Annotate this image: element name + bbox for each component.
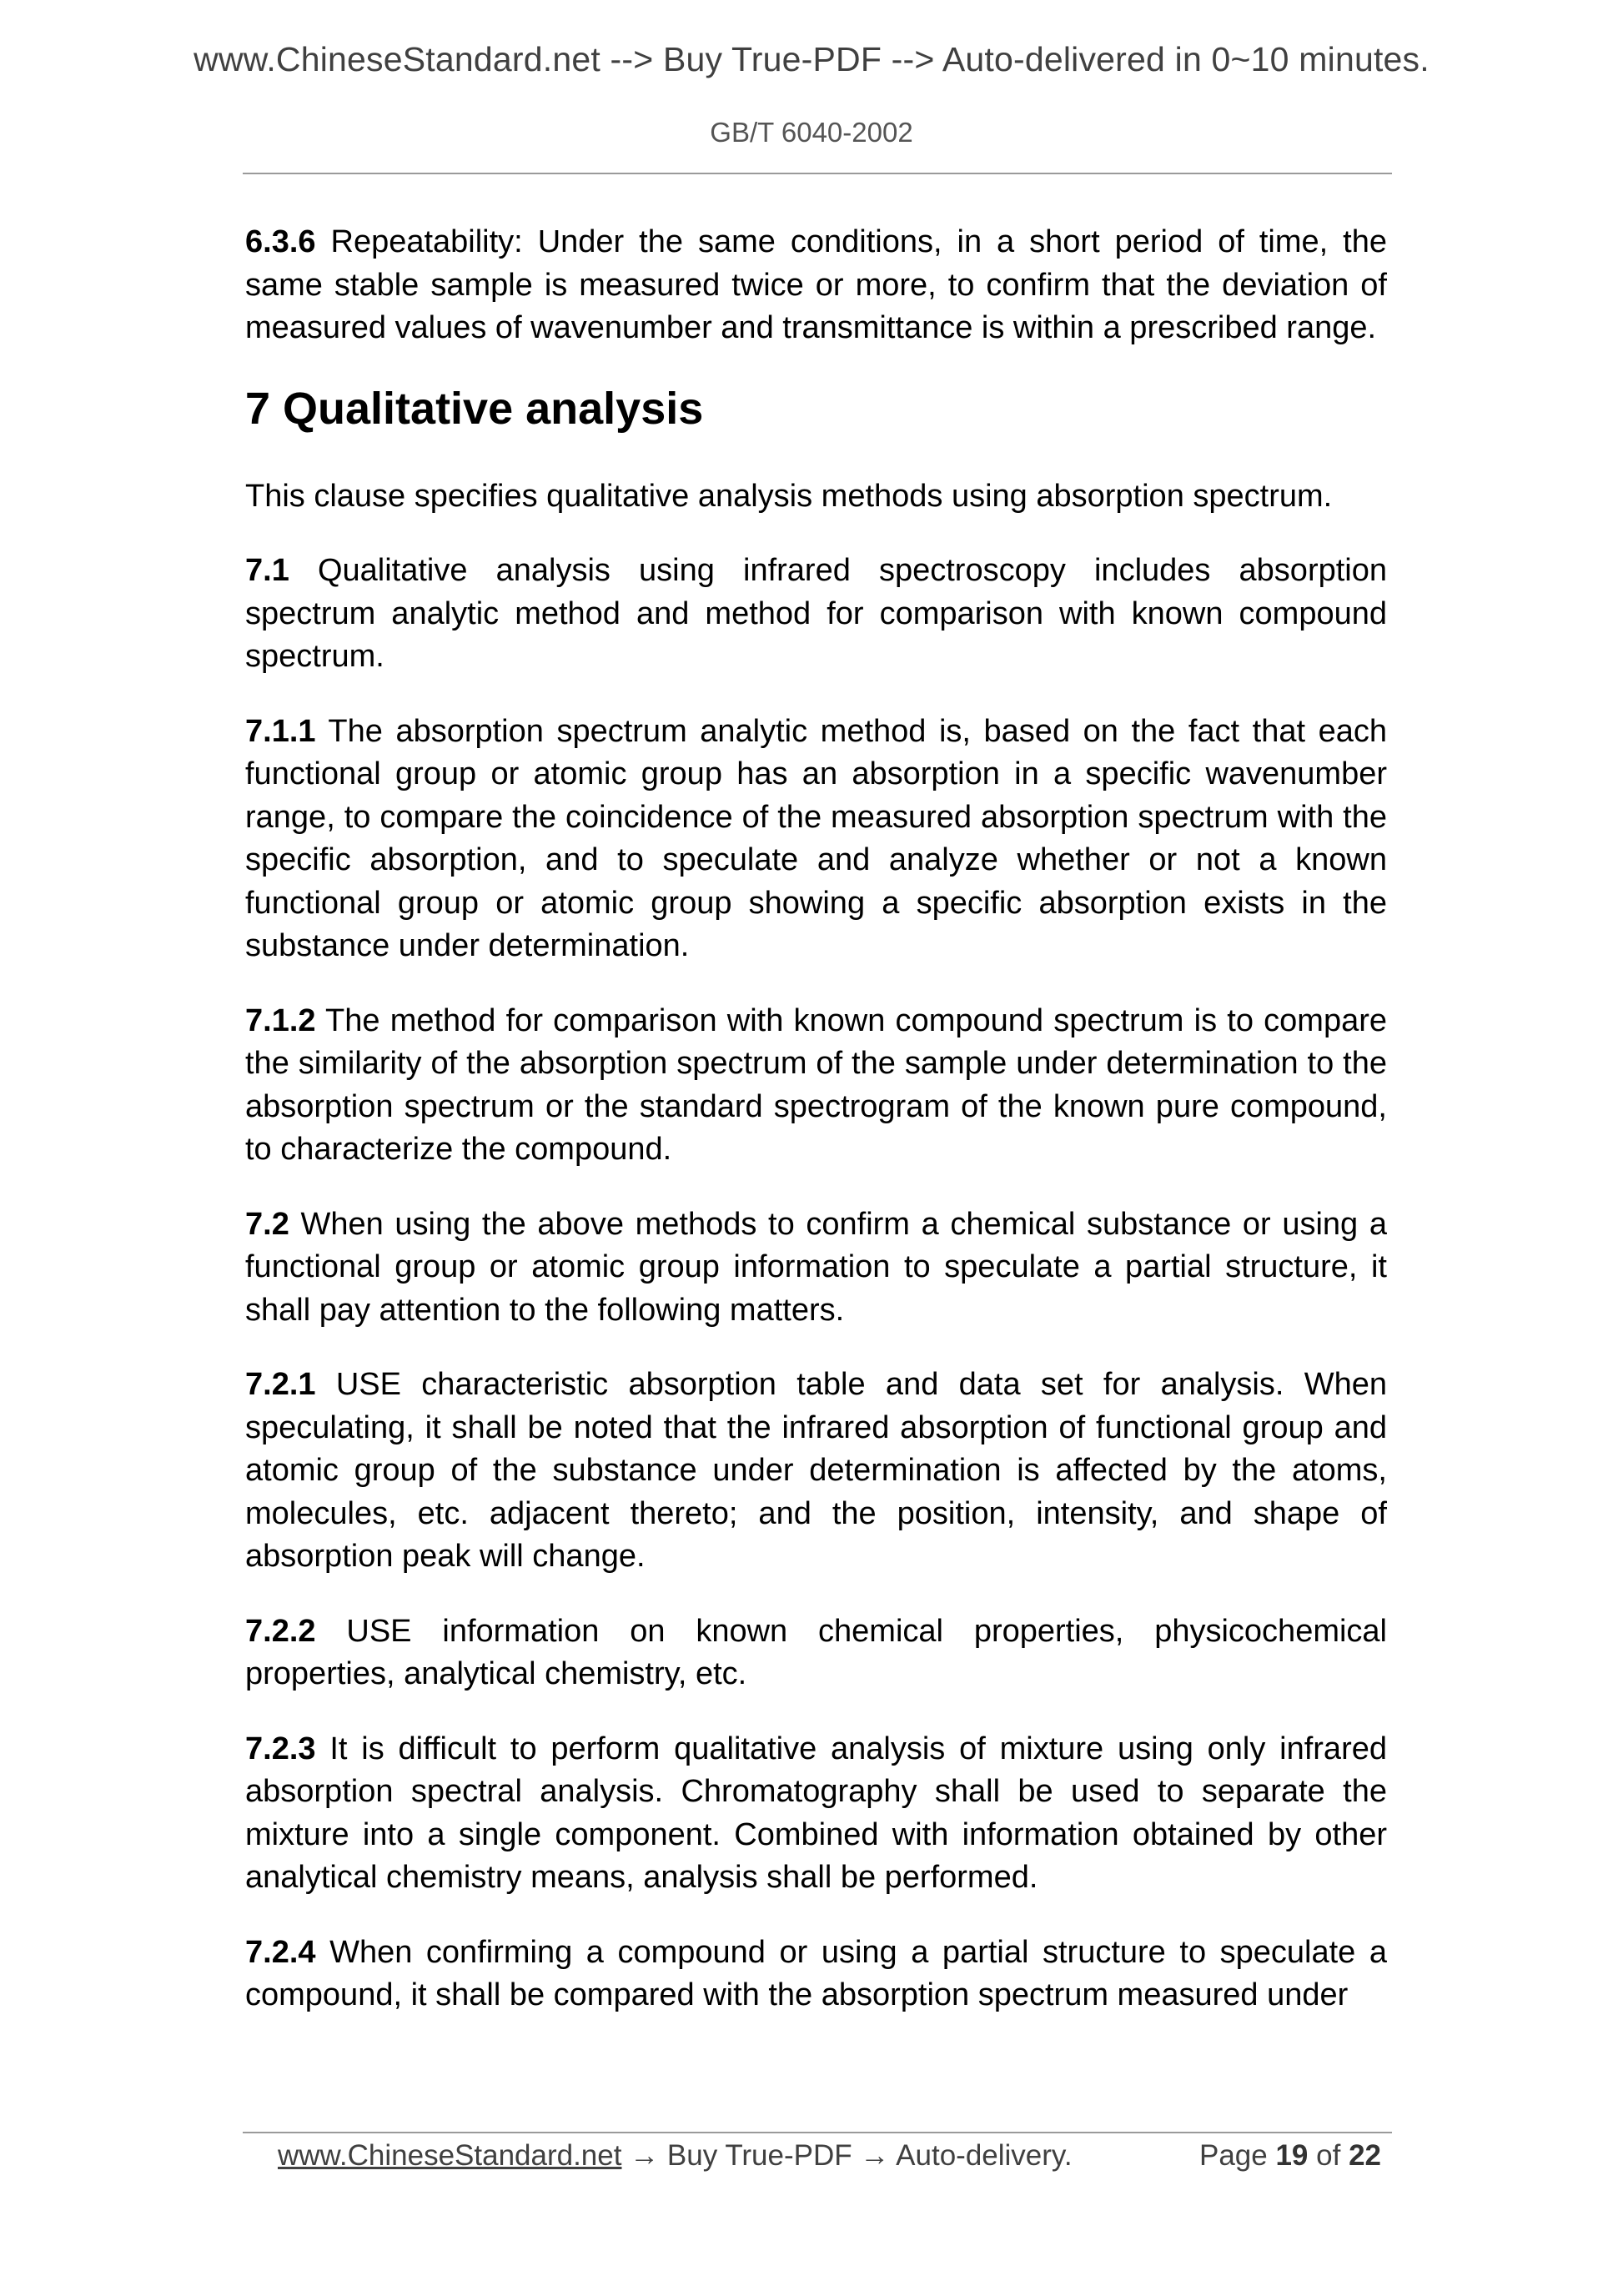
- document-number: GB/T 6040-2002: [710, 117, 913, 148]
- footer-promo-text: → Buy True-PDF → Auto-delivery.: [621, 2139, 1073, 2172]
- of-label: of: [1316, 2139, 1341, 2172]
- section-heading-7: 7 Qualitative analysis: [245, 383, 704, 434]
- page-indicator: [1199, 2139, 1381, 2173]
- clause-number: 7.2.3: [245, 1731, 316, 1766]
- page-label: Page: [1198, 2139, 1268, 2172]
- clause-number: 7.2: [245, 1206, 289, 1242]
- header-divider: [243, 173, 1392, 174]
- clause-text: The absorption spectrum analytic method is, based on the fact that each functional group or atomic group has an absorption in a specific wavenumber range, to compare the coincidence of the measured absorption spectrum with the specific absorption, and to speculate and analyze whether or not a known functional group or atomic group showing a specific absorption exists in the substance under determination.: [245, 713, 1387, 963]
- clause-number: 7.2.1: [245, 1367, 316, 1402]
- clause-6-3-6: [245, 221, 1387, 350]
- page-content: [245, 221, 1387, 2049]
- clause-text: The method for comparison with known compound spectrum is to compare the similarity of the absorption spectrum of the sample under determination to the absorption spectrum or the standard spectrogram of the known pure compound, to characterize the compound.: [245, 1002, 1387, 1167]
- clause-number: 6.3.6: [245, 224, 316, 259]
- clause-text: When using the above methods to confirm a chemical substance or using a functional group or atomic group information to speculate a partial structure, it shall pay attention to the following matters.: [245, 1206, 1387, 1328]
- site-banner: www.ChineseStandard.net --> Buy True-PDF --> Auto-delivered in 0~10 minutes.: [193, 40, 1430, 78]
- clause-text: Repeatability: Under the same conditions, in a short period of time, the same stable sample is measured twice or more, to confirm that the deviation of measured values of wavenumber and transmittance is within a prescribed range.: [245, 224, 1387, 345]
- clause-number: 7.2.4: [245, 1934, 316, 1970]
- clause-text: When confirming a compound or using a partial structure to speculate a compound, it shall be compared with the absorption spectrum measured under: [245, 1934, 1387, 2012]
- page-total: 22: [1349, 2139, 1381, 2172]
- footer-promo: [278, 2139, 1073, 2173]
- page-current: 19: [1275, 2139, 1309, 2172]
- clause-text: USE information on known chemical properties, physicochemical properties, analytical chemistry, etc.: [245, 1613, 1387, 1691]
- clause-number: 7.2.2: [245, 1613, 316, 1649]
- clause-7-2-2: [245, 1610, 1387, 1696]
- clause-7-2-4: [245, 1932, 1387, 2017]
- footer-site-link[interactable]: www.ChineseStandard.net: [278, 2139, 622, 2172]
- clause-text: Qualitative analysis using infrared spectroscopy includes absorption spectrum analytic method and method for comparison with known compound spectrum.: [245, 553, 1387, 674]
- clause-7-2-1: [245, 1364, 1387, 1579]
- clause-7-1-2: [245, 1000, 1387, 1172]
- footer-divider: [243, 2132, 1392, 2133]
- clause-number: 7.1.2: [245, 1002, 316, 1038]
- section-7-intro: This clause specifies qualitative analysis methods using absorption spectrum.: [245, 478, 1333, 514]
- clause-number: 7.1: [245, 553, 289, 588]
- clause-text: USE characteristic absorption table and data set for analysis. When speculating, it shall be noted that the infrared absorption of functional group and atomic group of the substance under determination is affected by the atoms, molecules, etc. adjacent thereto; and the position, intensity, and shape of absorption peak will change.: [245, 1367, 1387, 1574]
- clause-7-1: [245, 550, 1387, 679]
- clause-number: 7.1.1: [245, 713, 316, 749]
- clause-7-2-3: [245, 1728, 1387, 1900]
- clause-7-1-1: [245, 711, 1387, 968]
- clause-7-2: [245, 1203, 1387, 1333]
- clause-text: It is difficult to perform qualitative analysis of mixture using only infrared absorption spectral analysis. Chromatography shall be used to separate the mixture into a single component. Combined with information obtained by other analytical chemistry means, analysis shall be performed.: [245, 1731, 1387, 1895]
